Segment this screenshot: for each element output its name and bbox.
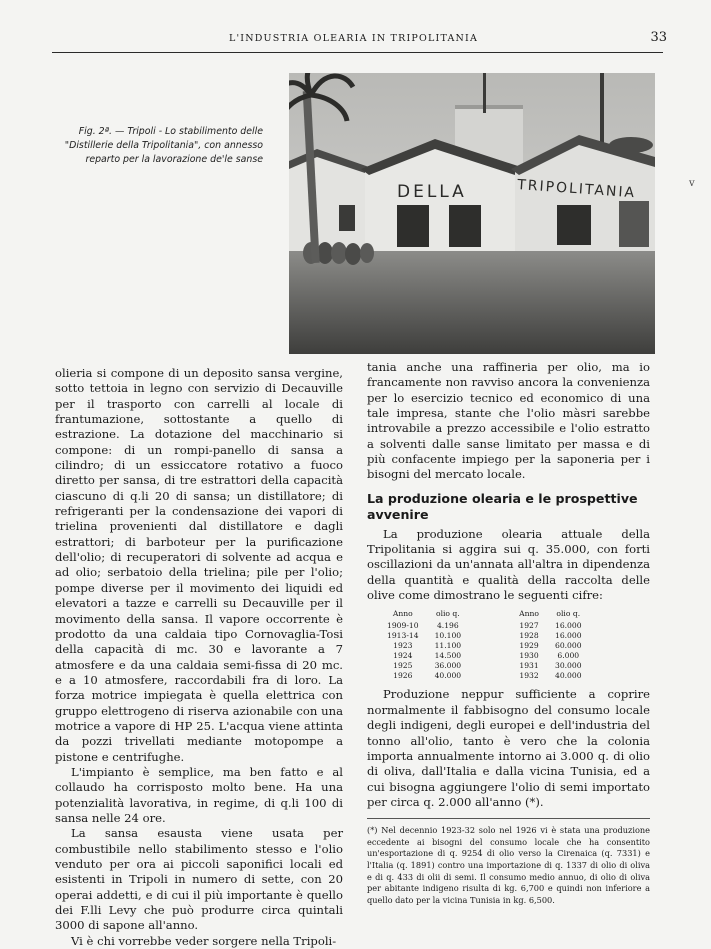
- table-cell: 1926: [393, 671, 413, 681]
- left-column: [55, 366, 343, 949]
- table-row: [379, 621, 590, 631]
- table-cell: 6.000: [557, 651, 580, 661]
- left-paragraph-3: La sansa esausta viene usata per combustibile nello stabilimento stesso e l'olio venduto per ora ai piccoli saponifici locali ed esistenti in Tripoli in numero di sette, con 20 operai addetti, e di cui il più importante è quello dei F.lli Levy che può produrre circa quintali 3000 di sapone all'anno.: [55, 826, 343, 933]
- right-paragraph-3: Produzione neppur sufficiente a coprire normalmente il fabbisogno del consumo locale degli indigeni, degli europei e dell'industria del tonno all'olio, tanto è vero che la colonia importa annualmente intorno ai 3.000 q. di olio di oliva, dall'Italia e dalla vicina Tunisia, ed a cui bisogna aggiungere l'olio di semi importato per circa q. 2.000 all'anno (*).: [367, 687, 650, 809]
- table-cell: 1929: [519, 641, 539, 651]
- table-row: [379, 641, 590, 651]
- table-cell: 40.000: [434, 671, 462, 681]
- page-number: 33: [650, 30, 667, 45]
- table-cell: 4.196: [436, 621, 459, 631]
- right-column: [367, 360, 650, 906]
- left-paragraph-2: L'impianto è semplice, ma ben fatto e al collaudo ha corrisposto molto bene. Ha una potenzialità lavorativa, in regime, di q.li 100 di sansa nelle 24 ore.: [55, 764, 343, 825]
- footnote-rule: [367, 818, 650, 819]
- table-cell: 10.100: [434, 631, 462, 641]
- figure-caption: Fig. 2ª. — Tripoli - Lo stabilimento delle "Distillerie della Tripolitania", con annesso reparto per la lavorazione de'le sanse: [64, 126, 263, 165]
- left-paragraph-1: olieria si compone di un deposito sansa vergine, sotto tettoia in legno con servizio di Decauville per il trasporto con carrelli al locale di frantumazione, sottostante a quello di estrazione. La dotazione del macchinario si compone: di un rompi-panello di sansa a cilindro; di un essiccatore rotativo a fuoco diretto per sansa, di tre estrattori della capacità ciascuno di q.li 20 di sansa; un distillatore; di refrigeranti per la condensazione dei vapori di trielina provenienti dal distillatore e dagli estrattori; di barboteur per la purificazione dell'olio; di recuperatori di solvente ad acqua e ad olio; serbatoio della trielina; pile per l'olio; pompe diverse per il movimento dei liquidi ed elevatori a tazze e carrelli su Decauville per il movimento della sansa. Il vapore occorrente è prodotto da una caldaia tipo Cornovaglia-Tosi della capacità di mc. 30 e lavorante a 7 atmosfere e da una caldaia semi-fissa di 20 mc. e a 10 atmosfere, raccordabili fra di loro. La forza motrice impiegata è quella elettrica con gruppo elettrogeno di riserva azionabile con una motrice a vapore di HP 25. L'acqua viene attinta da pozzi trivellati mediante motopompe a pistone e centrifughe.: [55, 366, 343, 764]
- table-cell: 30.000: [554, 661, 582, 671]
- right-paragraph-1: tania anche una raffineria per olio, ma io francamente non ravviso ancora la convenienza per lo esercizio tecnico ed economico di una tale impresa, stante che l'olio màsri sarebbe introvabile a prezzo accessibile e l'olio estratto a solventi dalle sanse limitato per massa e di più confacente impiego per la saponeria per i bisogni del mercato locale.: [367, 360, 650, 482]
- table-cell: 1928: [519, 631, 539, 641]
- table-cell: 16.000: [554, 631, 582, 641]
- footnote: (*) Nel decennio 1923-32 solo nel 1926 vi è stata una produzione eccedente ai bisogni del consumo locale che ha consentito un'esportazione di q. 9254 di olio verso la Cirenaica (q. 7331) e l'Italia (q. 1891) contro una importazione di q. 1337 di olio di oliva e di q. 433 di olii di semi. Il consumo medio annuo, di olio di oliva per abitante indigeno risulta di kg. 6,700 e quindi non inferiore a quello dato per la vicina Tunisia in kg. 6,500.: [367, 825, 650, 905]
- table-cell: 60.000: [554, 641, 582, 651]
- factory-photo-drawing: [289, 73, 655, 354]
- table-cell: 1930: [519, 651, 539, 661]
- table-cell: 16.000: [554, 621, 582, 631]
- table-header-cell: Anno: [392, 609, 413, 619]
- table-cell: 11.100: [434, 641, 462, 651]
- table-cell: 40.000: [554, 671, 582, 681]
- production-table: [379, 609, 590, 681]
- left-paragraph-4: Vi è chi vorrebbe veder sorgere nella Tripoli-: [71, 933, 337, 948]
- table-row: [379, 651, 590, 661]
- table-cell: 1913-14: [387, 631, 419, 641]
- table-header-cell: olio q.: [556, 609, 581, 619]
- table-cell: 1925: [393, 661, 413, 671]
- table-cell: 1909-10: [387, 621, 419, 631]
- right-paragraph-2: La produzione olearia attuale della Tripolitania si aggira sui q. 35.000, con forti oscillazioni da un'annata all'altra in dipendenza della quantità e qualità della raccolta delle olive come dimostrano le seguenti cifre:: [367, 526, 650, 603]
- table-cell: 1931: [519, 661, 539, 671]
- table-cell: 14.500: [434, 651, 462, 661]
- table-row: [379, 631, 590, 641]
- table-header-cell: Anno: [519, 609, 539, 619]
- header-rule: [52, 52, 663, 53]
- table-cell: 36.000: [434, 661, 462, 671]
- table-row: [379, 671, 590, 681]
- section-title: La produzione olearia e le prospettive avvenire: [367, 490, 638, 522]
- table-header-cell: olio q.: [436, 609, 460, 619]
- photo-sign-della: DELLA: [397, 182, 467, 202]
- factory-photo: [289, 73, 655, 354]
- table-cell: 1924: [393, 651, 413, 661]
- margin-mark: v: [689, 178, 695, 189]
- table-cell: 1927: [519, 621, 539, 631]
- production-table-header: [379, 609, 590, 621]
- table-cell: 1923: [393, 641, 413, 651]
- photo-sign-tripolitania: TRIPOLITANIA: [516, 177, 637, 202]
- running-title: L'INDUSTRIA OLEARIA IN TRIPOLITANIA: [228, 33, 479, 44]
- table-row: [379, 661, 590, 671]
- table-cell: 1932: [519, 671, 539, 681]
